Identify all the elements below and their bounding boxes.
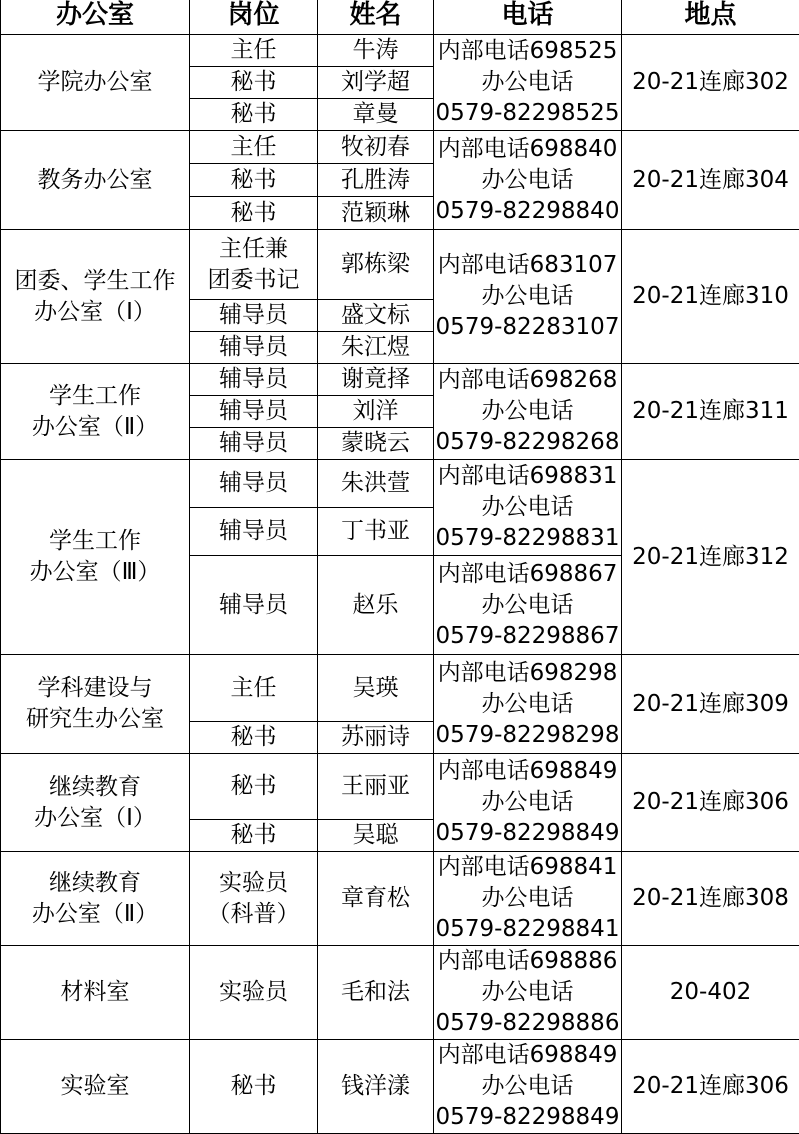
office-phone-number: 0579-82298840 (434, 196, 621, 227)
post-line: （科普） (190, 899, 317, 930)
office-phone-label: 办公电话 (434, 689, 621, 720)
office-phone-label: 办公电话 (434, 787, 621, 818)
post-line: 秘书 (190, 99, 317, 130)
post-cell (190, 460, 318, 508)
header-post: 岗位 (190, 0, 318, 35)
name-cell: 范颖琳 (318, 197, 434, 230)
office-phone-label: 办公电话 (434, 883, 621, 914)
location-cell: 20-21连廊308 (622, 852, 799, 946)
location-cell: 20-21连廊306 (622, 1040, 799, 1134)
name-cell: 丁书亚 (318, 508, 434, 556)
name-cell: 刘学超 (318, 67, 434, 99)
post-cell (190, 852, 318, 946)
post-line: 秘书 (190, 165, 317, 196)
internal-phone: 内部电话698840 (434, 134, 621, 165)
internal-phone: 内部电话698867 (434, 559, 621, 590)
phone-cell (434, 946, 622, 1040)
phone-cell (434, 35, 622, 131)
post-line: 主任 (190, 673, 317, 704)
phone-cell (434, 364, 622, 460)
phone-cell (434, 230, 622, 364)
post-cell (190, 396, 318, 428)
office-cell (1, 1040, 190, 1134)
office-cell (1, 460, 190, 655)
office-cell (1, 946, 190, 1040)
office-cell (1, 364, 190, 460)
office-line: 材料室 (1, 977, 189, 1008)
name-cell: 钱洋漾 (318, 1040, 434, 1134)
internal-phone: 内部电话698841 (434, 852, 621, 883)
office-line: 办公室（Ⅰ） (1, 803, 189, 834)
post-line: 实验员 (190, 977, 317, 1008)
post-cell (190, 655, 318, 722)
table-row (1, 852, 799, 946)
name-cell: 苏丽诗 (318, 722, 434, 754)
location-cell: 20-21连廊312 (622, 460, 799, 655)
table-row (1, 460, 799, 508)
office-phone-label: 办公电话 (434, 590, 621, 621)
office-line: 研究生办公室 (1, 704, 189, 735)
post-line: 辅导员 (190, 468, 317, 499)
office-line: 学科建设与 (1, 673, 189, 704)
name-cell: 朱江煜 (318, 332, 434, 364)
location-cell: 20-21连廊311 (622, 364, 799, 460)
name-cell: 刘洋 (318, 396, 434, 428)
office-phone-number: 0579-82298831 (434, 523, 621, 554)
office-phone-label: 办公电话 (434, 281, 621, 312)
office-phone-number: 0579-82298298 (434, 720, 621, 751)
name-cell: 王丽亚 (318, 754, 434, 820)
name-cell: 吴瑛 (318, 655, 434, 722)
header-phone: 电话 (434, 0, 622, 35)
office-line: 办公室（Ⅱ） (1, 899, 189, 930)
table-row (1, 35, 799, 67)
office-phone-number: 0579-82283107 (434, 312, 621, 343)
internal-phone: 内部电话698268 (434, 365, 621, 396)
internal-phone: 内部电话698831 (434, 461, 621, 492)
post-line: 秘书 (190, 771, 317, 802)
phone-cell (434, 1040, 622, 1134)
post-line: 实验员 (190, 868, 317, 899)
internal-phone: 内部电话698849 (434, 1040, 621, 1071)
header-location: 地点 (622, 0, 799, 35)
office-phone-label: 办公电话 (434, 492, 621, 523)
name-cell: 郭栋梁 (318, 230, 434, 300)
name-cell: 谢竟择 (318, 364, 434, 396)
office-phone-label: 办公电话 (434, 67, 621, 98)
post-cell (190, 67, 318, 99)
office-cell (1, 35, 190, 131)
office-phone-label: 办公电话 (434, 396, 621, 427)
name-cell: 孔胜涛 (318, 164, 434, 197)
office-phone-label: 办公电话 (434, 977, 621, 1008)
office-cell (1, 754, 190, 852)
location-cell: 20-21连廊304 (622, 131, 799, 230)
name-cell: 章育松 (318, 852, 434, 946)
phone-cell (434, 852, 622, 946)
office-phone-number: 0579-82298886 (434, 1008, 621, 1039)
post-line: 团委书记 (190, 265, 317, 296)
post-cell (190, 820, 318, 852)
name-cell: 吴聪 (318, 820, 434, 852)
name-cell: 盛文标 (318, 300, 434, 332)
table-row (1, 1040, 799, 1134)
table-row (1, 364, 799, 396)
post-line: 秘书 (190, 1071, 317, 1102)
post-cell (190, 946, 318, 1040)
post-cell (190, 131, 318, 164)
post-cell (190, 197, 318, 230)
office-phone-label: 办公电话 (434, 1071, 621, 1102)
post-line: 辅导员 (190, 590, 317, 621)
name-cell: 毛和法 (318, 946, 434, 1040)
post-line: 秘书 (190, 722, 317, 753)
post-line: 辅导员 (190, 300, 317, 331)
office-line: 办公室（Ⅲ） (1, 557, 189, 588)
post-cell (190, 99, 318, 131)
post-line: 秘书 (190, 67, 317, 98)
name-cell: 朱洪萱 (318, 460, 434, 508)
office-line: 办公室（Ⅰ） (1, 297, 189, 328)
post-line: 主任 (190, 132, 317, 163)
post-line: 主任兼 (190, 234, 317, 265)
post-cell (190, 35, 318, 67)
post-line: 辅导员 (190, 428, 317, 459)
post-cell (190, 1040, 318, 1134)
table-row (1, 946, 799, 1040)
office-cell (1, 131, 190, 230)
header-office: 办公室 (1, 0, 190, 35)
office-phone-number: 0579-82298867 (434, 621, 621, 652)
office-cell (1, 655, 190, 754)
post-cell (190, 164, 318, 197)
post-line: 主任 (190, 35, 317, 66)
table-row (1, 131, 799, 164)
post-cell (190, 230, 318, 300)
office-phone-number: 0579-82298525 (434, 98, 621, 129)
name-cell: 章曼 (318, 99, 434, 131)
phone-cell (434, 655, 622, 754)
internal-phone: 内部电话698525 (434, 36, 621, 67)
location-cell: 20-21连廊310 (622, 230, 799, 364)
table-row (1, 655, 799, 722)
office-line: 团委、学生工作 (1, 266, 189, 297)
table-row (1, 754, 799, 820)
phone-cell (434, 460, 622, 556)
phone-cell (434, 131, 622, 230)
post-cell (190, 754, 318, 820)
post-cell (190, 428, 318, 460)
header-row (1, 0, 799, 35)
table-row (1, 230, 799, 300)
post-cell (190, 722, 318, 754)
post-line: 辅导员 (190, 396, 317, 427)
name-cell: 牧初春 (318, 131, 434, 164)
post-cell (190, 508, 318, 556)
location-cell: 20-21连廊306 (622, 754, 799, 852)
location-cell: 20-21连廊309 (622, 655, 799, 754)
office-phone-number: 0579-82298841 (434, 914, 621, 945)
post-line: 辅导员 (190, 332, 317, 363)
header-name: 姓名 (318, 0, 434, 35)
post-cell (190, 300, 318, 332)
office-phone-label: 办公电话 (434, 165, 621, 196)
name-cell: 赵乐 (318, 556, 434, 655)
office-line: 学生工作 (1, 526, 189, 557)
location-cell: 20-21连廊302 (622, 35, 799, 131)
post-line: 辅导员 (190, 516, 317, 547)
office-phone-number: 0579-82298849 (434, 818, 621, 849)
name-cell: 牛涛 (318, 35, 434, 67)
office-line: 继续教育 (1, 868, 189, 899)
phone-cell (434, 754, 622, 852)
office-phone-number: 0579-82298268 (434, 427, 621, 458)
internal-phone: 内部电话698849 (434, 756, 621, 787)
internal-phone: 内部电话683107 (434, 250, 621, 281)
office-line: 学院办公室 (1, 67, 189, 98)
post-line: 秘书 (190, 198, 317, 229)
office-line: 继续教育 (1, 772, 189, 803)
post-cell (190, 332, 318, 364)
post-line: 秘书 (190, 820, 317, 851)
office-line: 实验室 (1, 1071, 189, 1102)
office-cell (1, 230, 190, 364)
post-line: 辅导员 (190, 364, 317, 395)
internal-phone: 内部电话698298 (434, 658, 621, 689)
office-phone-number: 0579-82298849 (434, 1102, 621, 1133)
phone-cell (434, 556, 622, 655)
internal-phone: 内部电话698886 (434, 946, 621, 977)
office-cell (1, 852, 190, 946)
post-cell (190, 556, 318, 655)
post-cell (190, 364, 318, 396)
location-cell: 20-402 (622, 946, 799, 1040)
name-cell: 蒙晓云 (318, 428, 434, 460)
office-line: 办公室（Ⅱ） (1, 412, 189, 443)
office-line: 学生工作 (1, 381, 189, 412)
office-line: 教务办公室 (1, 165, 189, 196)
